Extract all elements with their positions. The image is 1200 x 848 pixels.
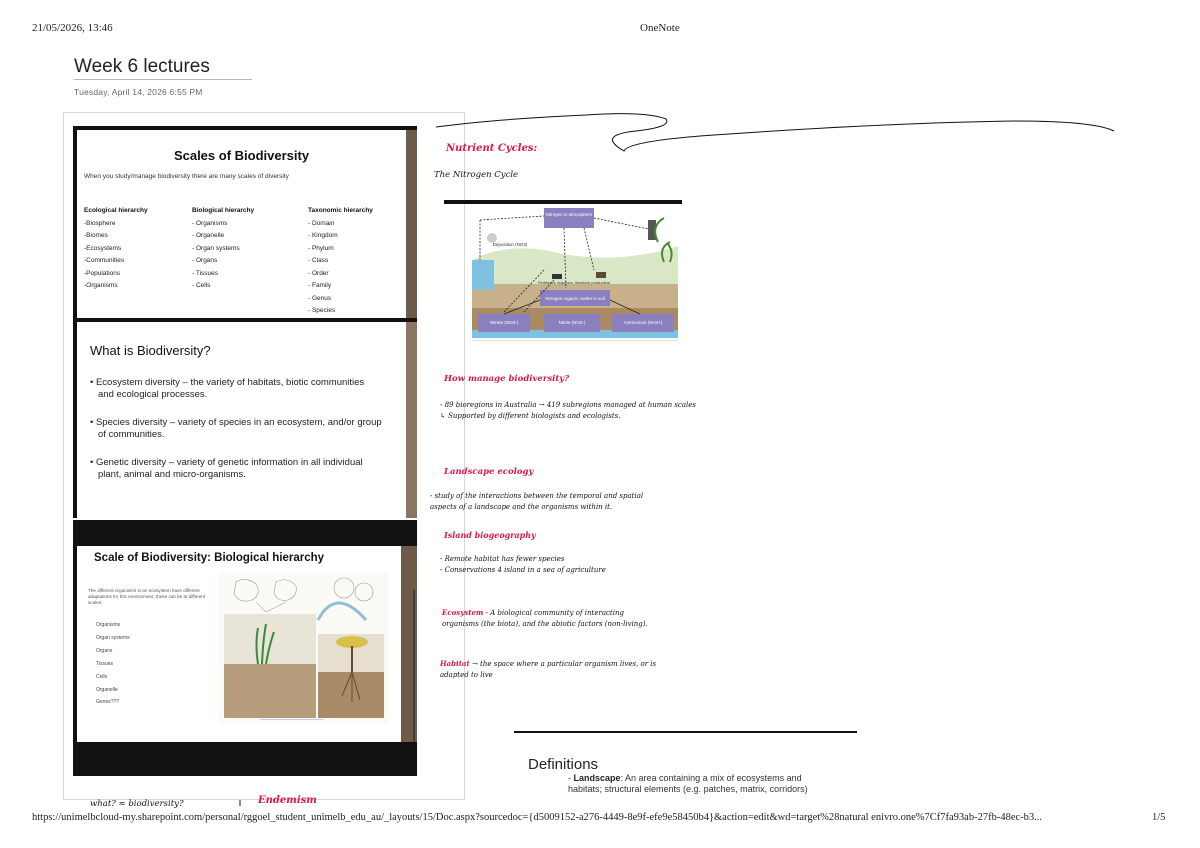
slide-3-intro: The different organisms in an ecosystem have different adaptations for this environment, these can be at different scales: bbox=[88, 588, 206, 605]
note-habitat-heading: Habitat bbox=[440, 659, 470, 668]
bullet-item: • Ecosystem diversity – the variety of habitats, biotic communities and ecological processes. bbox=[90, 377, 365, 400]
note-landscape-body[interactable] bbox=[430, 491, 643, 513]
ammonium-label: Ammonium (NH4+) bbox=[623, 320, 663, 325]
slide-3-caption: ______________________________ bbox=[260, 716, 324, 720]
list-item: Genes??? bbox=[96, 699, 120, 706]
list-item: -Populations bbox=[84, 269, 121, 277]
ink-divider-curve bbox=[436, 114, 1114, 151]
page-title[interactable]: Week 6 lectures bbox=[74, 56, 210, 77]
note-endemism-heading[interactable]: Endemism bbox=[258, 795, 317, 806]
note-line: - Remote habitat has fewer species bbox=[440, 555, 565, 563]
note-line: adapted to live bbox=[440, 671, 493, 679]
list-item: - Organs bbox=[192, 257, 218, 264]
slide-1-subtitle: When you study/manage biodiversity there are many scales of diversity bbox=[84, 173, 289, 180]
column-heading: Taxonomic hierarchy bbox=[308, 207, 373, 214]
definitions-list[interactable] bbox=[568, 773, 828, 794]
list-item: -Organisms bbox=[84, 282, 118, 289]
definitions-divider bbox=[514, 731, 857, 733]
slide-3-title: Scale of Biodiversity: Biological hierarchy bbox=[94, 552, 325, 564]
nitrate-label: Nitrate (NO3-) bbox=[489, 320, 519, 325]
note-landscape-heading[interactable]: Landscape ecology bbox=[444, 467, 534, 477]
note-island-body[interactable] bbox=[440, 554, 606, 576]
list-item: Organisms bbox=[96, 622, 121, 628]
note-habitat-body[interactable] bbox=[440, 658, 720, 681]
nitrite-label: Nitrite (NO2-) bbox=[558, 320, 586, 325]
column-heading: Ecological hierarchy bbox=[84, 207, 148, 214]
note-island-heading[interactable]: Island biogeography bbox=[444, 530, 536, 540]
definitions-title[interactable]: Definitions bbox=[528, 756, 599, 773]
note-nitrogen-cycle[interactable]: The Nitrogen Cycle bbox=[434, 170, 519, 180]
print-url: https://unimelbcloud-my.sharepoint.com/personal/rggoel_student_unimelb_edu_au/_layouts/15/Doc.aspx?sourcedoc={d5009152-a276-4449-8e9f-efe9e58450b4}&action=edit&wd=target%28natural enivro.one%7Cf7fa93ab-27fb-48ec-b3... bbox=[32, 812, 1043, 823]
bullet-item: • Species diversity – variety of species in an ecosystem, and/or group of communities. bbox=[90, 417, 382, 440]
page-datetime: Tuesday, April 14, 2026 6:55 PM bbox=[74, 87, 203, 97]
list-item: -Biosphere bbox=[84, 219, 116, 227]
list-item: - Organ systems bbox=[192, 244, 240, 252]
list-item: - Species bbox=[308, 307, 336, 314]
list-item: - Tissues bbox=[192, 269, 219, 277]
note-line: Habitat → the space where a particular organism lives, or is bbox=[440, 659, 657, 668]
definition-item: - Landscape: An area containing a mix of ecosystems and habitats; structural elements (e.g. patches, matrix, corridors) bbox=[568, 773, 808, 794]
list-item: - Order bbox=[308, 269, 329, 277]
list-item: -Ecosystems bbox=[84, 244, 122, 252]
list-item: -Communities bbox=[84, 257, 125, 264]
slide-1-title: Scales of Biodiversity bbox=[173, 148, 310, 163]
note-line: Ecosystem - A biological community of interacting bbox=[442, 608, 624, 617]
note-line: - 89 bioregions in Australia → 419 subregions managed at human scales bbox=[440, 401, 697, 409]
note-manage-heading[interactable]: How manage biodiversity? bbox=[444, 374, 570, 384]
list-item: - Organisms bbox=[192, 219, 228, 227]
deposition-label: Deposition (NO3) bbox=[492, 242, 528, 247]
list-item: - Domain bbox=[308, 219, 335, 227]
soil-pool-label: Nitrogen organic matter in soil bbox=[545, 296, 605, 301]
list-item: - Organelle bbox=[192, 232, 225, 239]
print-page-number: 1/5 bbox=[1152, 812, 1166, 823]
note-line: - study of the interactions between the temporal and spatial bbox=[430, 492, 644, 500]
definition-text: : An area containing a mix of ecosystems and habitats; structural elements (e.g. patches, matrix, corridors) bbox=[568, 773, 808, 794]
note-ecosystem-body[interactable] bbox=[442, 607, 742, 630]
note-manage-body[interactable] bbox=[440, 400, 696, 422]
column-heading: Biological hierarchy bbox=[192, 207, 255, 214]
note-ecosystem-heading: Ecosystem bbox=[442, 608, 484, 617]
list-item: - Cells bbox=[192, 282, 211, 289]
bullet-item: • Genetic diversity – variety of genetic information in all individual plant, animal and micro-organisms. bbox=[90, 457, 363, 480]
definition-term: Landscape bbox=[573, 773, 621, 783]
note-bottom[interactable]: what? ≈ biodiversity? bbox=[90, 799, 184, 809]
list-item: - Class bbox=[308, 257, 329, 264]
list-item: Organ systems bbox=[96, 634, 130, 641]
note-line: aspects of a landscape and the organisms within it. bbox=[430, 503, 613, 511]
list-item: Organs bbox=[96, 647, 113, 654]
list-item: -Biomes bbox=[84, 232, 108, 239]
fertilizers-label: Fertilizers, legumes, livestock production bbox=[537, 280, 611, 285]
list-item: Tissues bbox=[96, 660, 114, 667]
list-item: - Family bbox=[308, 282, 332, 289]
note-line: - Conservations 4 island in a sea of agriculture bbox=[440, 566, 606, 574]
slide-2-title: What is Biodiversity? bbox=[90, 343, 211, 358]
list-item: - Kingdom bbox=[308, 232, 338, 239]
atmosphere-label: Nitrogen in atmosphere bbox=[545, 212, 593, 217]
print-date: 21/05/2026, 13:46 bbox=[32, 22, 113, 34]
note-nutrient-heading[interactable]: Nutrient Cycles: bbox=[446, 143, 538, 154]
list-item: - Genus bbox=[308, 294, 332, 302]
list-item: - Phylum bbox=[308, 244, 334, 252]
print-app-name: OneNote bbox=[640, 22, 680, 34]
list-item: Cells bbox=[96, 673, 108, 680]
list-item: Organelle bbox=[96, 686, 118, 693]
note-line: ↳ Supported by different biologists and ecologists. bbox=[440, 412, 621, 420]
note-line: organisms (the biota), and the abiotic factors (non-living). bbox=[442, 620, 648, 628]
